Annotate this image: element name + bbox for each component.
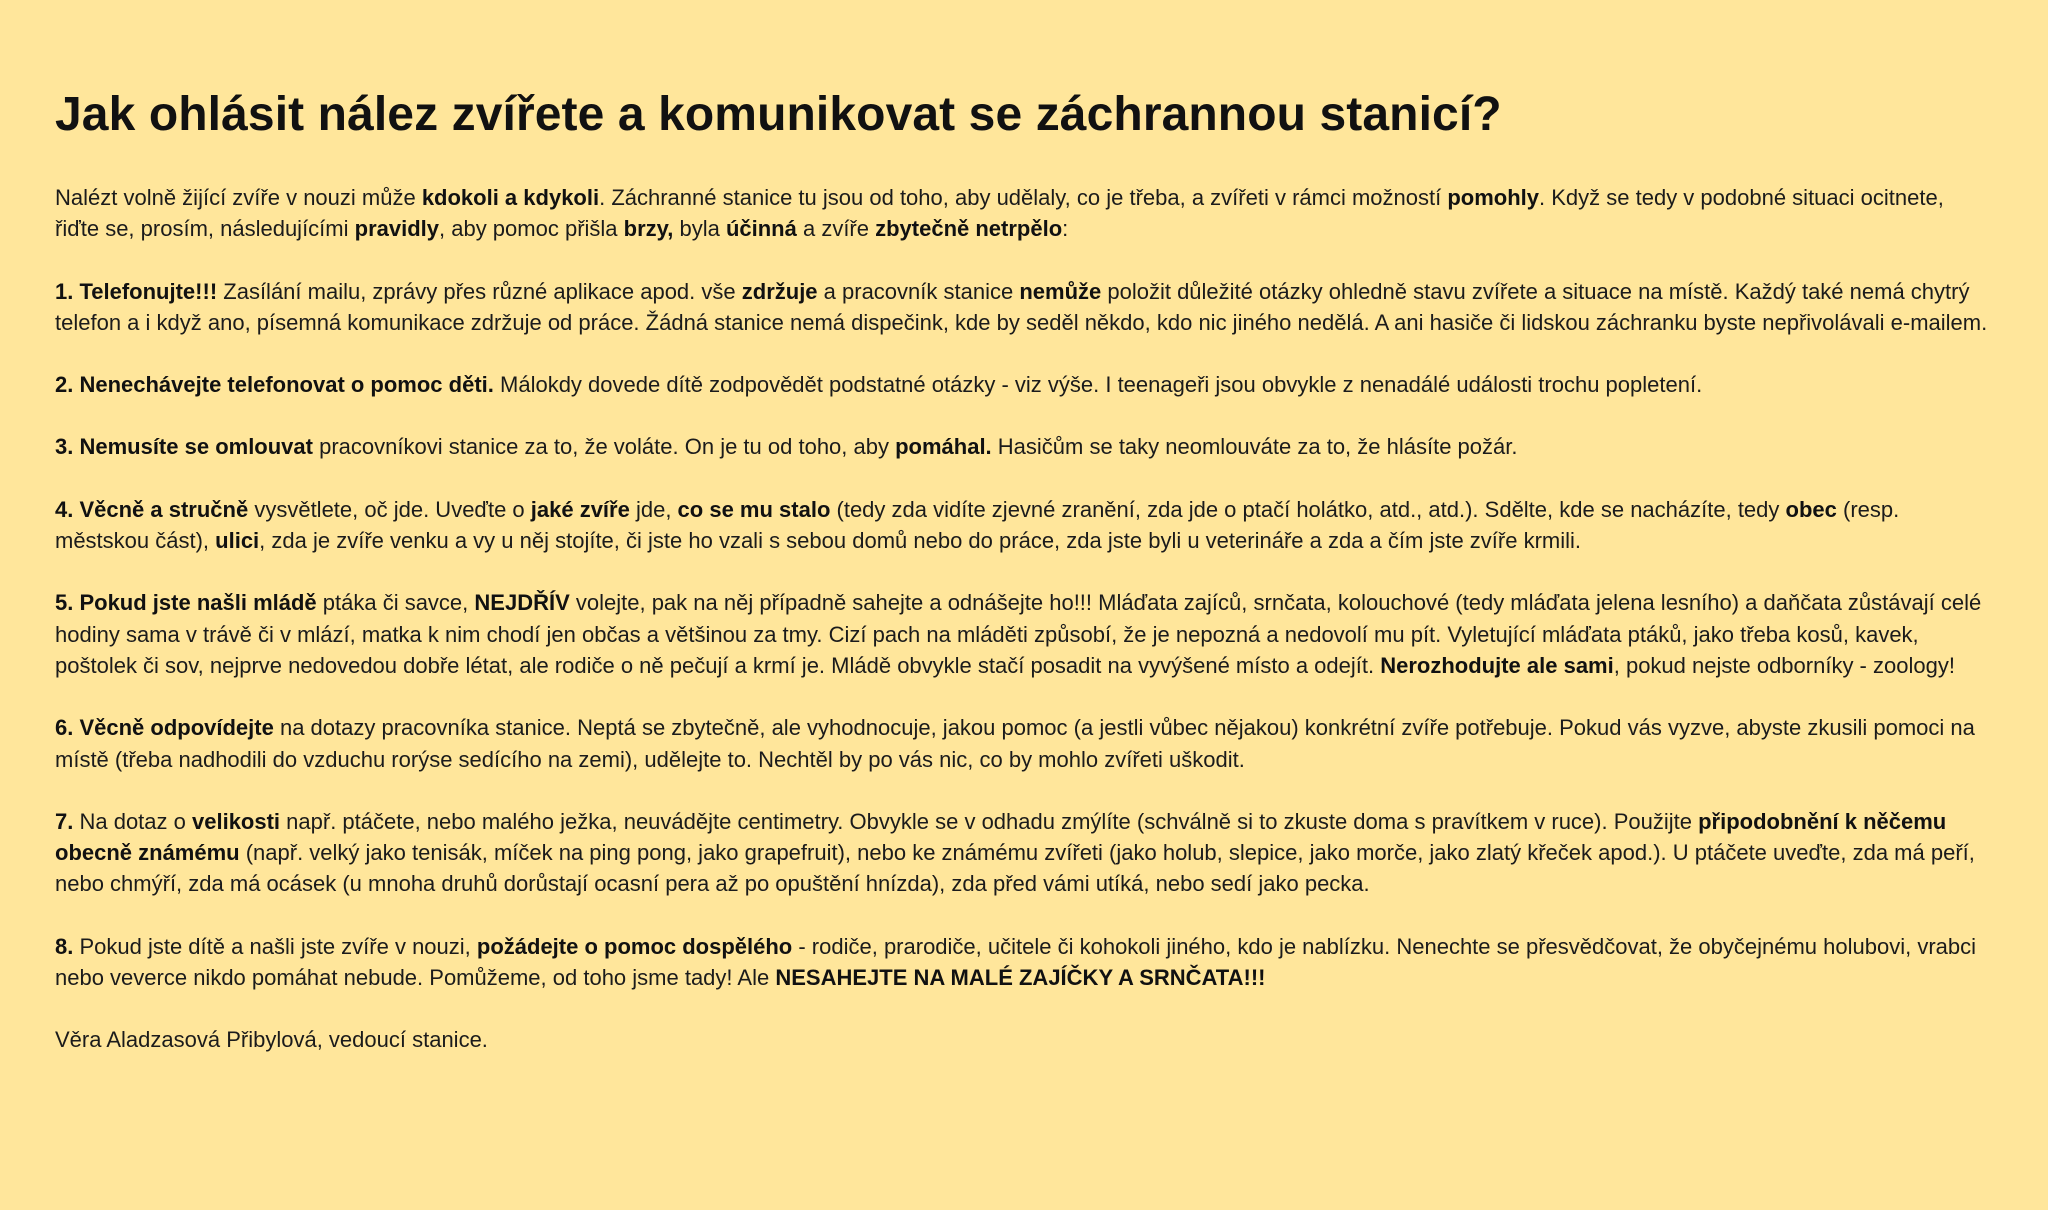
text-run: a zvíře [796,216,876,242]
bold-text: 1. Telefonujte!!! [55,278,218,304]
paragraph [55,587,1993,681]
bold-text: nemůže [1019,278,1102,304]
paragraph [55,182,1993,245]
bold-text: 8. [55,933,74,959]
text-run: Zasílání mailu, zprávy přes různé aplikace apod. vše [217,278,742,304]
paragraph [55,806,1993,900]
text-run: Málokdy dovede dítě zodpovědět podstatné otázky - viz výše. I teenageři jsou obvykle z nenadálé události trochu popletení. [493,372,1703,398]
text-run: Pokud jste dítě a našli jste zvíře v nouzi, [73,933,477,959]
text-run: , aby pomoc přišla [439,216,624,242]
paragraph [55,931,1993,994]
paragraph [55,431,1993,462]
bold-text: pomohly [1447,185,1540,210]
bold-text: Nerozhodujte ale sami [1380,652,1614,678]
text-run: jde, [629,496,678,522]
text-run: , pokud nejste odborníky - zoology! [1613,652,1955,678]
bold-text: jaké zvíře [530,496,630,522]
bold-text: zdržuje [741,278,818,304]
text-run: - rodiče, prarodiče, učitele či kohokoli jiného, kdo je nablízku. Nenechte se přesvědčovat, že obyčejnému holubovi, vrabci nebo veverce nikdo pomáhat nebude. Pomůžeme, od toho jsme tady! Ale [55,933,1977,991]
text-run: Nalézt volně žijící zvíře v nouzi může [55,185,422,210]
text-run: (tedy zda vidíte zjevné zranění, zda jde o ptačí holátko, atd., atd.). Sdělte, kde se nacházíte, tedy [830,496,1786,522]
text-run: . Záchranné stanice tu jsou od toho, aby udělaly, co je třeba, a zvířeti v rámci možností [599,185,1448,210]
bold-text: 3. Nemusíte se omlouvat [55,434,313,460]
text-run: (resp. městskou část), [55,496,1900,554]
paragraph [55,712,1993,775]
text-run: a pracovník stanice [817,278,1020,304]
text-run: volejte, pak na něj případně sahejte a odnášejte ho!!! Mláďata zajíců, srnčata, kolouchové (tedy mláďata jelena lesního) a daňčata zůstávají celé hodiny sama v trávě či v mlází, matka k nim chodí jen občas a většinou za tmy. Cizí pach na mláděti způsobí, že je nepozná a nedovolí mu pít. Vyletující mláďata ptáků, jako třeba kosů, kavek, poštolek či sov, nejprve nedovedou dobře létat, ale rodiče o ně pečují a krmí je. Mládě obvykle stačí posadit na vyvýšené místo a odejít. [55,590,1982,678]
bold-text: co se mu stalo [677,496,831,522]
bold-text: 6. Věcně odpovídejte [55,715,274,741]
paragraph [55,276,1993,339]
bold-text: 5. Pokud jste našli mládě [55,590,317,616]
text-run: položit důležité otázky ohledně stavu zvířete a situace na místě. Každý také nemá chytrý telefon a i když ano, písemná komunikace zdržuje od práce. Žádná stanice nemá dispečink, kde by seděl někdo, kdo nic jiného nedělá. A ani hasiče či lidskou záchranku byste nepřivolávali e-mailem. [55,278,1988,335]
bold-text: účinná [725,216,797,242]
bold-text: 4. Věcně a stručně [55,496,249,522]
bold-text: velikosti [192,808,281,834]
text-run: na dotazy pracovníka stanice. Neptá se zbytečně, ale vyhodnocuje, jakou pomoc (a jestli vůbec nějakou) konkrétní zvíře potřebuje. Pokud vás vyzve, abyste zkusili pomoci na místě (třeba nadhodili do vzduchu rorýse sedícího na zemi), udělejte to. Nechtěl by po vás nic, co by mohlo zvířeti uškodit. [55,715,1975,772]
article-body [55,182,1993,1056]
bold-text: požádejte o pomoc dospělého [476,933,793,959]
signature-paragraph [55,1024,1993,1055]
text-run: pracovníkovi stanice za to, že voláte. On je tu od toho, aby [312,434,896,460]
text-run: Na dotaz o [73,808,192,834]
paragraph [55,494,1993,557]
bold-text: zbytečně netrpělo [875,216,1063,242]
page-title: Jak ohlásit nález zvířete a komunikovat se záchrannou stanicí? [55,88,1502,141]
bold-text: kdokoli a kdykoli [421,185,600,210]
bold-text: 2. Nenechávejte telefonovat o pomoc děti. [55,372,494,398]
bold-text: pravidly [354,216,439,242]
text-run: Hasičům se taky neomlouváte za to, že hlásíte požár. [991,434,1518,460]
bold-text: 7. [55,808,74,834]
bold-text: brzy, [623,216,674,242]
bold-text: pomáhal. [895,434,992,460]
text-run: : [1062,216,1069,242]
text-run: ptáka či savce, [316,590,475,616]
bold-text: NEJDŘÍV [474,590,570,616]
bold-text: ulici [215,528,260,554]
bold-text: NESAHEJTE NA MALÉ ZAJÍČKY A SRNČATA!!! [775,965,1266,991]
text-run: např. ptáčete, nebo malého ježka, neuvádějte centimetry. Obvykle se v odhadu zmýlíte (schválně si to zkuste doma s pravítkem v ruce). Použijte [280,808,1699,834]
bold-text: obec [1785,496,1837,522]
text-run: (např. velký jako tenisák, míček na ping pong, jako grapefruit), nebo ke známému zvířeti (jako holub, slepice, jako morče, jako zlatý křeček apod.). U ptáčete uveďte, zda má peří, nebo chmýří, zda má ocásek (u mnoha druhů dorůstají ocasní pera až po opuštění hnízda), zda před vámi utíká, nebo sedí jako pecka. [55,840,1975,897]
text-run: Věra Aladzasová Přibylová, vedoucí stanice. [55,1027,488,1053]
text-run: byla [673,216,726,242]
paragraph [55,369,1993,400]
text-run: vysvětlete, oč jde. Uveďte o [248,496,531,522]
text-run: . Když se tedy v podobné situaci ocitnete, řiďte se, prosím, následujícími [55,185,1944,242]
bold-text: připodobnění k něčemu obecně známému [55,808,1947,866]
text-run: , zda je zvíře venku a vy u něj stojíte, či jste ho vzali s sebou domů nebo do práce, zda jste byli u veterináře a zda a čím jste zvíře krmili. [259,528,1582,554]
